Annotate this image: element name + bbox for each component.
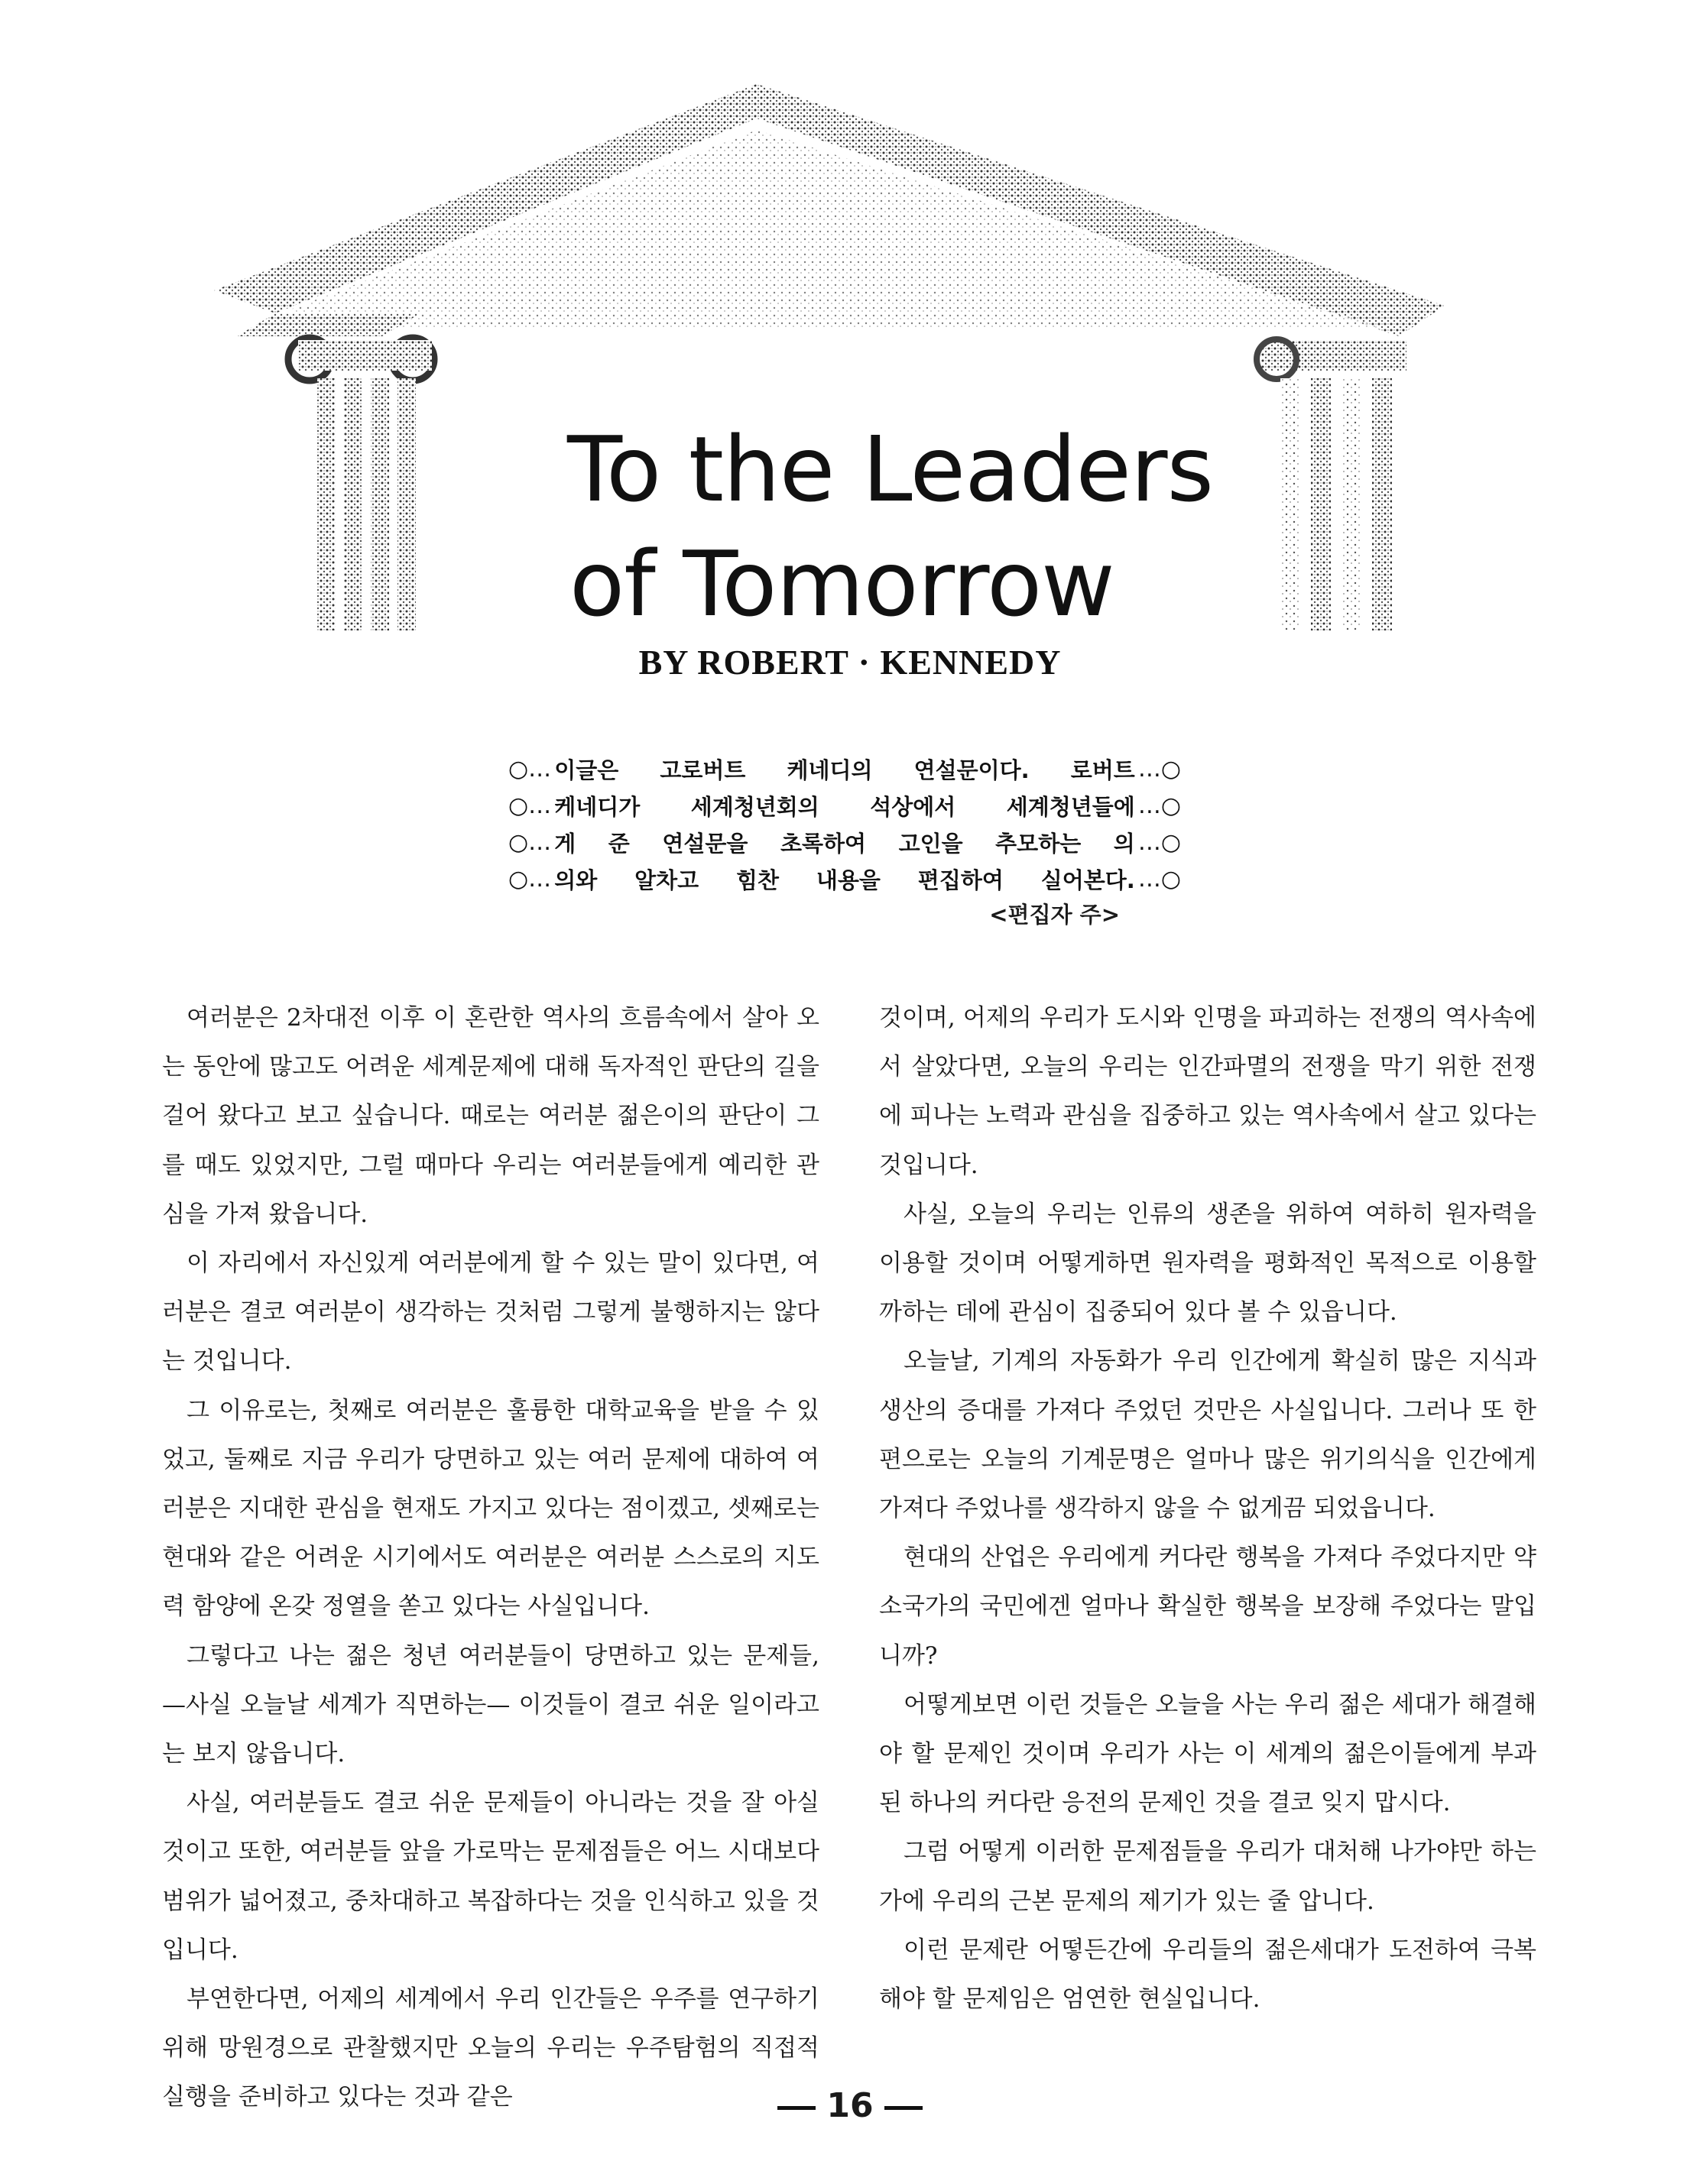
editor-note-text: 케네디가 세계청년회의 석상에서 세계청년들에 <box>554 793 1135 820</box>
body-column-left <box>162 993 819 2122</box>
left-column <box>288 338 434 630</box>
body-paragraph: 이런 문제란 어떻든간에 우리들의 젊은세대가 도전하여 극복해야 할 문제임은 엄연한 현실입니다. <box>879 1936 1536 2014</box>
body-paragraph: 여러분은 2차대전 이후 이 혼란한 역사의 흐름속에서 살아 오는 동안에 많고도 어려운 세계문제에 대해 독자적인 판단의 길을 걸어 왔다고 보고 싶습니다. 때로는 여러분 젊은이의 판단이 그를 때도 있었지만, 그럴 때마다 우리는 여러분들에게 예리한 관심을 가져 왔읍니다. <box>162 1004 819 1228</box>
editor-note-text: 의와 알차고 힘찬 내용을 편집하여 실어본다. <box>554 867 1135 893</box>
circle-marker-end: …○ <box>1137 755 1181 783</box>
editor-note-line <box>508 753 1181 785</box>
editor-note-line <box>508 863 1181 895</box>
editor-note-line <box>508 789 1181 821</box>
circle-marker-start: ○… <box>508 828 552 856</box>
article-title-line-2: of Tomorrow <box>569 531 1114 637</box>
right-column <box>1257 339 1406 630</box>
body-paragraph: 사실, 오늘의 우리는 인류의 생존을 위하여 여하히 원자력을 이용할 것이며 어떻게하면 원자력을 평화적인 목적으로 이용할까하는 데에 관심이 집중되어 있다 볼 수 있읍니다. <box>879 1200 1536 1327</box>
dash-decoration <box>777 2106 816 2110</box>
body-paragraph: 부연한다면, 어제의 세계에서 우리 인간들은 우주를 연구하기 위해 망원경으로 관찰했지만 오늘의 우리는 우주탐험의 직접적 실행을 준비하고 있다는 것과 같은 <box>162 1985 819 2111</box>
circle-marker-start: ○… <box>508 755 552 783</box>
circle-marker-start: ○… <box>508 792 552 819</box>
body-paragraph: 현대의 산업은 우리에게 커다란 행복을 가져다 주었다지만 약소국가의 국민에겐 얼마나 확실한 행복을 보장해 주었다는 말입니까? <box>879 1544 1536 1670</box>
byline: BY ROBERT · KENNEDY <box>638 643 1062 682</box>
body-paragraph: 그렇다고 나는 젊은 청년 여러분들이 당면하고 있는 문제들,—사실 오늘날 세계가 직면하는— 이것들이 결코 쉬운 일이라고는 보지 않읍니다. <box>162 1641 819 1768</box>
editor-note-text: 이글은 고로버트 케네디의 연설문이다. 로버트 <box>554 757 1135 783</box>
page-number <box>0 2086 1700 2125</box>
body-paragraph: 오늘날, 기계의 자동화가 우리 인간에게 확실히 많은 지식과 생산의 증대를 가져다 주었던 것만은 사실입니다. 그러나 또 한편으로는 오늘의 기계문명은 얼마나 많은 위기의식을 인간에게 가져다 주었나를 생각하지 않을 수 없게끔 되었읍니다. <box>879 1347 1536 1523</box>
body-paragraph: 사실, 여러분들도 결코 쉬운 문제들이 아니라는 것을 잘 아실 것이고 또한, 여러분들 앞을 가로막는 문제점들은 어느 시대보다 범위가 넓어졌고, 중차대하고 복잡하다는 것을 인식하고 있을 것입니다. <box>162 1789 819 1964</box>
editor-note-text: 게 준 연설문을 초록하여 고인을 추모하는 의 <box>554 830 1135 857</box>
editor-note-line <box>508 826 1181 858</box>
circle-marker-end: …○ <box>1137 792 1181 819</box>
body-paragraph: 그 이유로는, 첫째로 여러분은 훌륭한 대학교육을 받을 수 있었고, 둘째로 지금 우리가 당면하고 있는 여러 문제에 대하여 여러분은 지대한 관심을 현재도 가지고 있다는 점이겠고, 셋째로는 현대와 같은 어려운 시기에서도 여러분은 여러분 스스로의 지도력 함양에 온갖 정열을 쏟고 있다는 사실입니다. <box>162 1396 819 1621</box>
circle-marker-end: …○ <box>1137 828 1181 856</box>
body-column-right <box>879 993 1536 2024</box>
body-paragraph: 것이며, 어제의 우리가 도시와 인명을 파괴하는 전쟁의 역사속에서 살았다면, 오늘의 우리는 인간파멸의 전쟁을 막기 위한 전쟁에 피나는 노력과 관심을 집중하고 있는 역사속에서 살고 있다는 것입니다. <box>879 1004 1536 1179</box>
pediment <box>214 84 1445 336</box>
editor-note <box>508 753 1181 929</box>
dash-decoration <box>884 2106 923 2110</box>
article-title-line-1: To the Leaders <box>567 416 1213 522</box>
body-paragraph: 그럼 어떻게 이러한 문제점들을 우리가 대처해 나가야만 하는가에 우리의 근본 문제의 제기가 있는 줄 압니다. <box>879 1838 1536 1915</box>
circle-marker-start: ○… <box>508 865 552 893</box>
page-number-value: 16 <box>826 2086 874 2125</box>
circle-marker-end: …○ <box>1137 865 1181 893</box>
editor-note-attribution: <편집자 주> <box>989 902 1120 928</box>
body-paragraph: 어떻게보면 이런 것들은 오늘을 사는 우리 젊은 세대가 해결해야 할 문제인 것이며 우리가 사는 이 세계의 젊은이들에게 부과된 하나의 커다란 응전의 문제인 것을 결코 잊지 맙시다. <box>879 1690 1536 1817</box>
body-paragraph: 이 자리에서 자신있게 여러분에게 할 수 있는 말이 있다면, 여러분은 결코 여러분이 생각하는 것처럼 그렇게 불행하지는 않다는 것입니다. <box>162 1249 819 1376</box>
